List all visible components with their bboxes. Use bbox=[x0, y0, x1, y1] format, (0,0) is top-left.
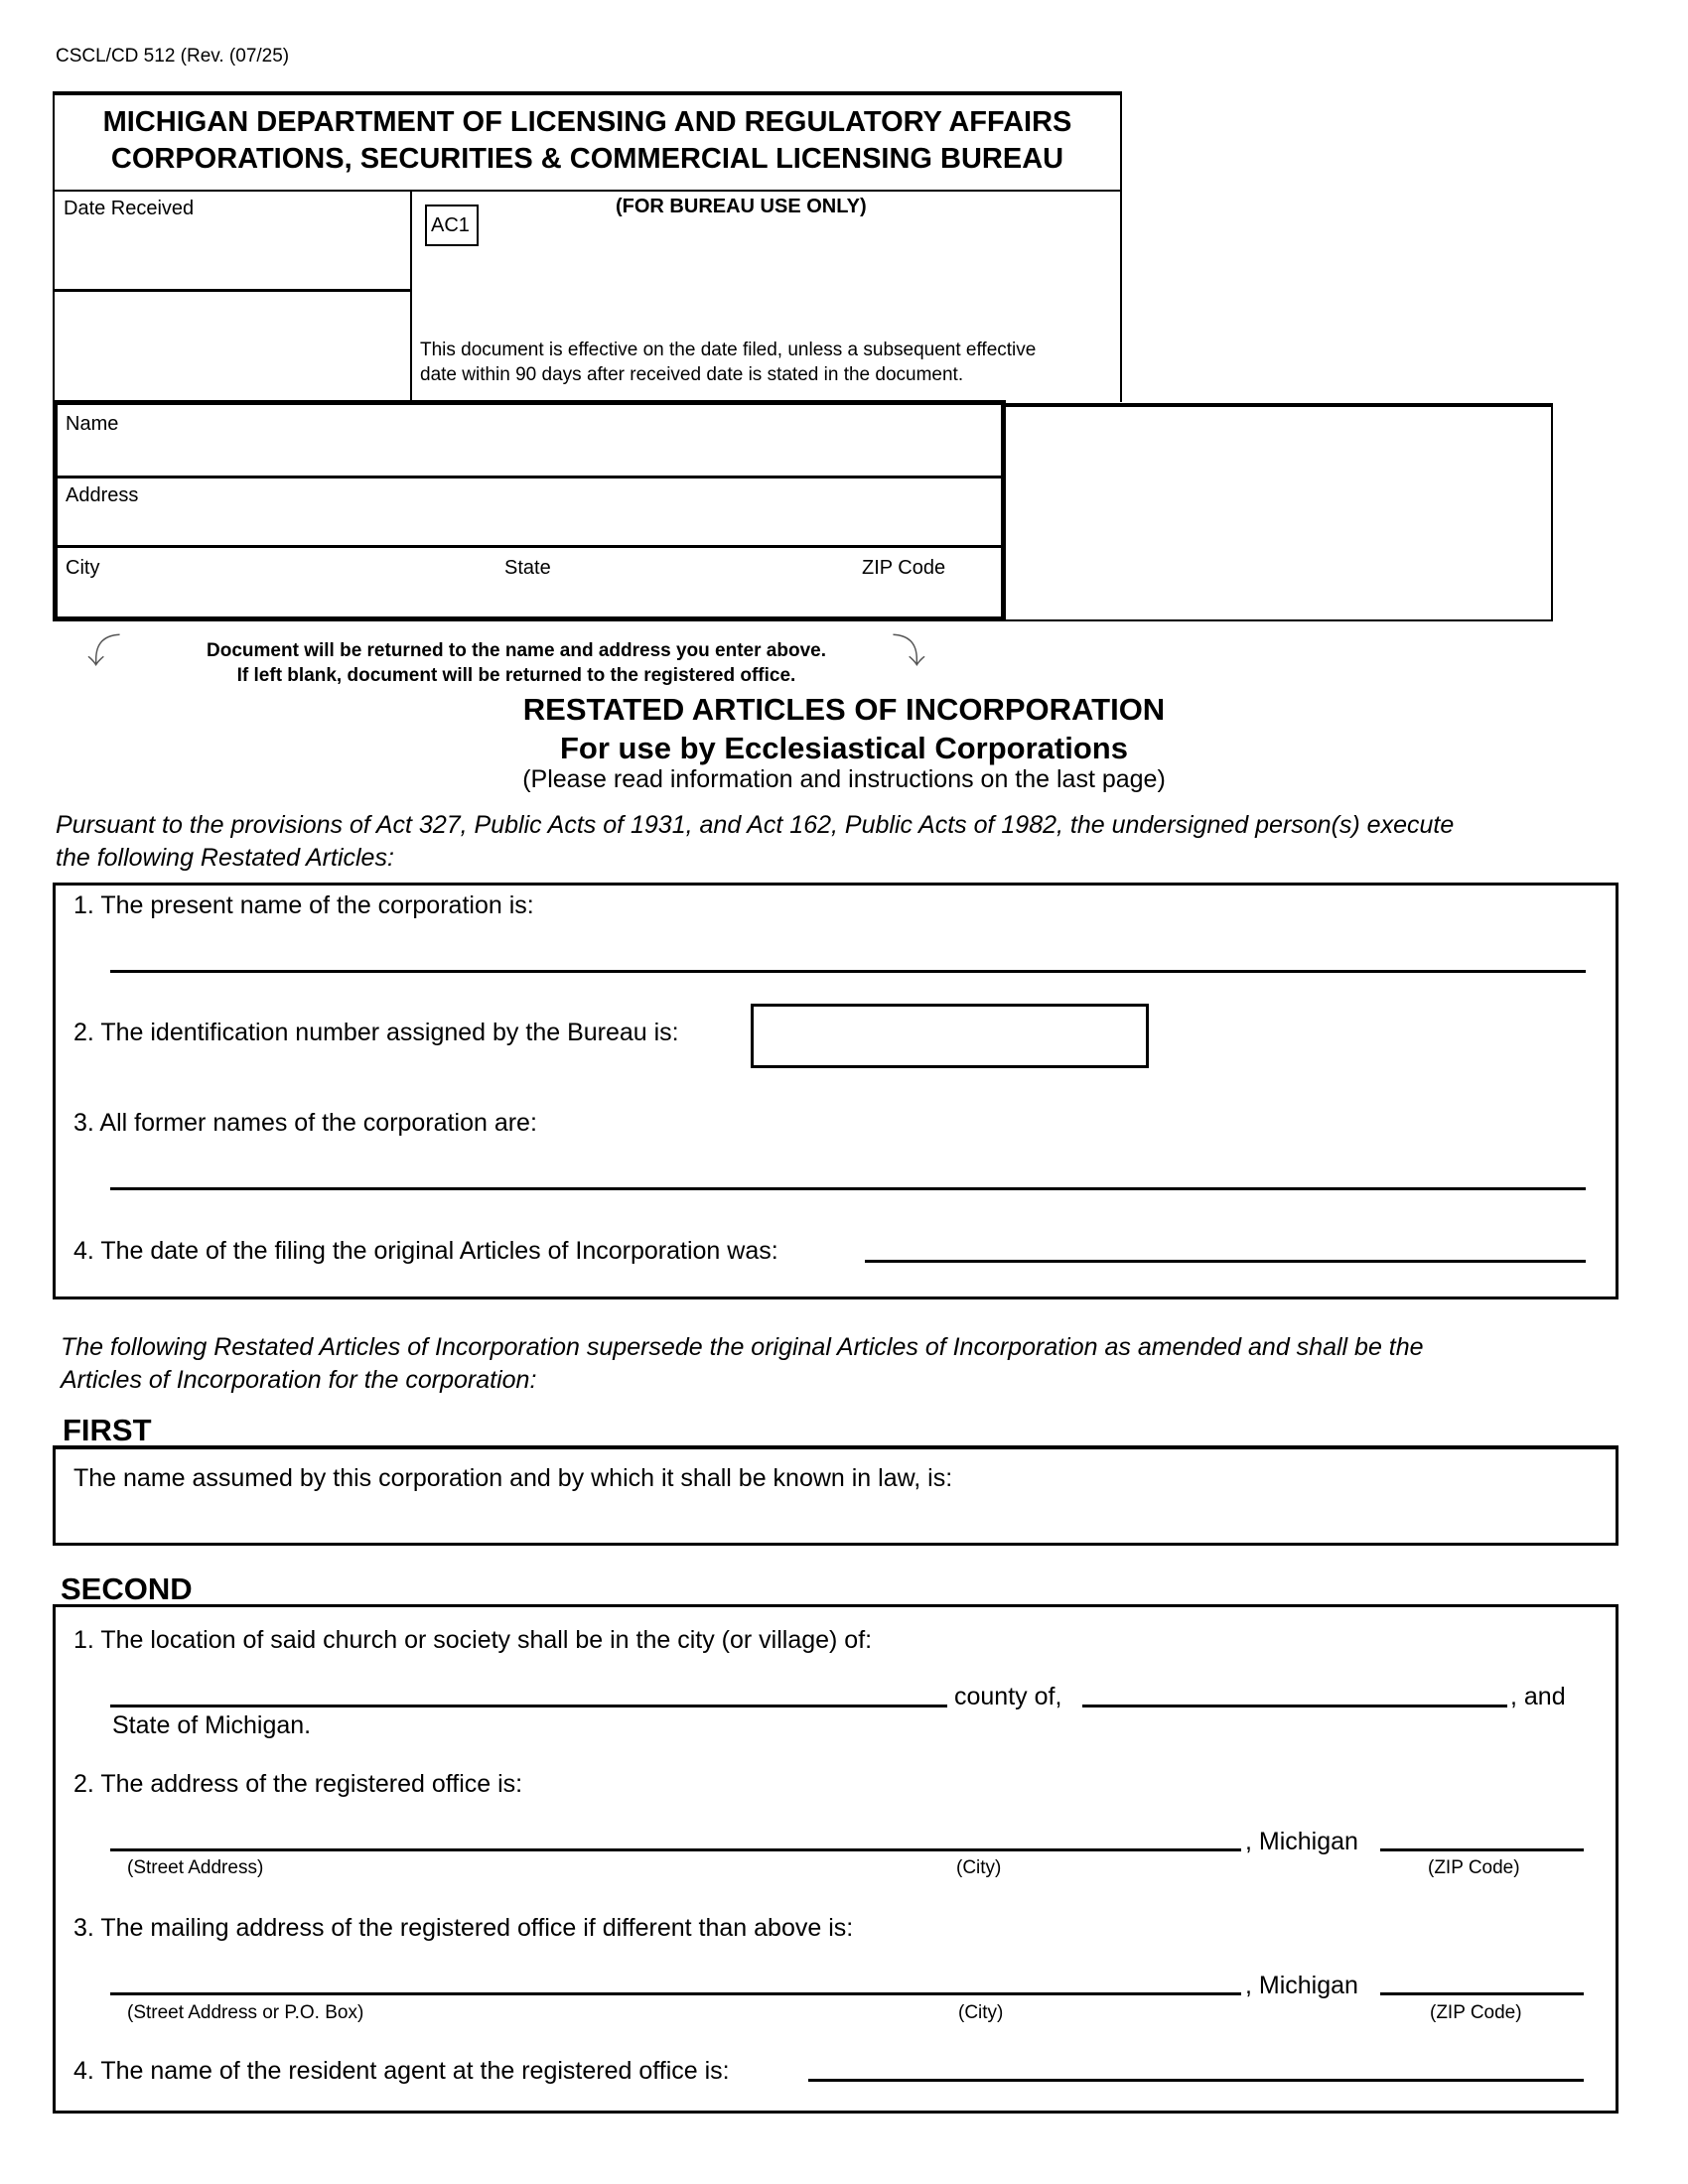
divider bbox=[410, 190, 412, 402]
divider bbox=[56, 476, 1003, 478]
form-id: CSCL/CD 512 (Rev. (07/25) bbox=[56, 46, 290, 67]
registered-office-line bbox=[110, 1848, 1241, 1851]
county-input[interactable] bbox=[1084, 1674, 1505, 1702]
item-original-filing-date: 4. The date of the filing the original Articles of Incorporation was: bbox=[73, 1237, 778, 1265]
registered-office-zip-line bbox=[1380, 1848, 1584, 1851]
mailing-address-zip-input[interactable] bbox=[1382, 1962, 1581, 1989]
former-names-input[interactable] bbox=[112, 1154, 1582, 1183]
address-label: Address bbox=[66, 484, 139, 506]
supersede-text-1: The following Restated Articles of Incorporation supersede the original Articles of Incorporation as amended and shall be the bbox=[61, 1333, 1424, 1361]
state-label: State bbox=[504, 557, 551, 579]
city-label: City bbox=[66, 557, 100, 579]
and-label: , and bbox=[1510, 1683, 1566, 1710]
department-name: MICHIGAN DEPARTMENT OF LICENSING AND REGULATORY AFFAIRS bbox=[102, 106, 1072, 138]
return-address-input[interactable] bbox=[66, 511, 989, 541]
original-filing-date-line bbox=[865, 1260, 1586, 1263]
street-po-box-label: (Street Address or P.O. Box) bbox=[127, 2002, 364, 2023]
michigan-label: , Michigan bbox=[1245, 1828, 1358, 1855]
item-former-names: 3. All former names of the corporation are: bbox=[73, 1109, 537, 1137]
street-address-label: (Street Address) bbox=[127, 1857, 264, 1878]
first-heading: FIRST bbox=[63, 1413, 152, 1447]
form-title: RESTATED ARTICLES OF INCORPORATION bbox=[522, 692, 1166, 727]
item-location: 1. The location of said church or society shall be in the city (or village) of: bbox=[73, 1626, 873, 1654]
state-of-michigan-label: State of Michigan. bbox=[112, 1711, 312, 1739]
present-name-input[interactable] bbox=[112, 937, 1582, 967]
item-mailing-address: 3. The mailing address of the registered office if different than above is: bbox=[73, 1914, 854, 1942]
pursuant-text-1: Pursuant to the provisions of Act 327, Public Acts of 1931, and Act 162, Public Acts of 1982, the undersigned person(s) execute bbox=[56, 811, 1455, 839]
mailing-address-street-city-input[interactable] bbox=[112, 1962, 1239, 1989]
return-zip-input[interactable] bbox=[862, 584, 991, 614]
county-of-label: county of, bbox=[954, 1683, 1062, 1710]
registered-office-zip-input[interactable] bbox=[1382, 1818, 1581, 1845]
return-note-1: Document will be returned to the name and address you enter above. bbox=[207, 640, 826, 661]
curved-arrow-left-icon: ⤵ bbox=[87, 633, 121, 671]
mailing-address-line bbox=[110, 1992, 1241, 1995]
mailing-address-zip-line bbox=[1380, 1992, 1584, 1995]
name-label: Name bbox=[66, 413, 119, 435]
item-present-name: 1. The present name of the corporation is: bbox=[73, 891, 534, 919]
divider bbox=[53, 289, 410, 292]
instructions-note: (Please read information and instructions on the last page) bbox=[522, 765, 1166, 793]
curved-arrow-right-icon: ⤵ bbox=[892, 633, 925, 671]
date-received-label: Date Received bbox=[64, 198, 195, 219]
city-label: (City) bbox=[958, 2002, 1004, 2023]
pursuant-text-2: the following Restated Articles: bbox=[56, 844, 394, 872]
present-name-line bbox=[110, 970, 1586, 973]
return-name-input[interactable] bbox=[66, 441, 989, 471]
item-identification-number: 2. The identification number assigned by the Bureau is: bbox=[73, 1019, 679, 1046]
city-village-line bbox=[110, 1705, 947, 1707]
blank-box bbox=[1004, 403, 1553, 621]
item-registered-office: 2. The address of the registered office is: bbox=[73, 1770, 523, 1798]
assumed-name-input[interactable] bbox=[73, 1501, 1593, 1533]
form-subtitle: For use by Ecclesiastical Corporations bbox=[560, 731, 1128, 765]
second-heading: SECOND bbox=[61, 1571, 193, 1606]
original-filing-date-input[interactable] bbox=[867, 1229, 1582, 1257]
bureau-use-only-label: (FOR BUREAU USE ONLY) bbox=[616, 196, 867, 217]
item-resident-agent: 4. The name of the resident agent at the registered office is: bbox=[73, 2057, 730, 2085]
city-label: (City) bbox=[956, 1857, 1002, 1878]
first-article-text: The name assumed by this corporation and by which it shall be known in law, is: bbox=[73, 1464, 953, 1492]
supersede-text-2: Articles of Incorporation for the corporation: bbox=[61, 1366, 537, 1394]
ac1-label: AC1 bbox=[431, 214, 470, 236]
identification-number-input[interactable] bbox=[751, 1004, 1149, 1068]
return-city-input[interactable] bbox=[66, 584, 483, 614]
resident-agent-input[interactable] bbox=[810, 2048, 1581, 2076]
return-state-input[interactable] bbox=[504, 584, 832, 614]
zip-label: ZIP Code bbox=[862, 557, 946, 579]
return-note-2: If left blank, document will be returned to the registered office. bbox=[236, 665, 796, 686]
bureau-name: CORPORATIONS, SECURITIES & COMMERCIAL LICENSING BUREAU bbox=[110, 143, 1064, 175]
effective-note-1: This document is effective on the date filed, unless a subsequent effective bbox=[420, 340, 1037, 360]
resident-agent-line bbox=[808, 2079, 1584, 2082]
county-line bbox=[1082, 1705, 1507, 1707]
michigan-label: , Michigan bbox=[1245, 1972, 1358, 1999]
zip-code-label: (ZIP Code) bbox=[1430, 2002, 1522, 2023]
registered-office-street-city-input[interactable] bbox=[112, 1818, 1239, 1845]
former-names-line bbox=[110, 1187, 1586, 1190]
effective-note-2: date within 90 days after received date is stated in the document. bbox=[420, 364, 964, 385]
zip-code-label: (ZIP Code) bbox=[1428, 1857, 1520, 1878]
city-village-input[interactable] bbox=[112, 1674, 944, 1702]
divider bbox=[56, 545, 1003, 548]
